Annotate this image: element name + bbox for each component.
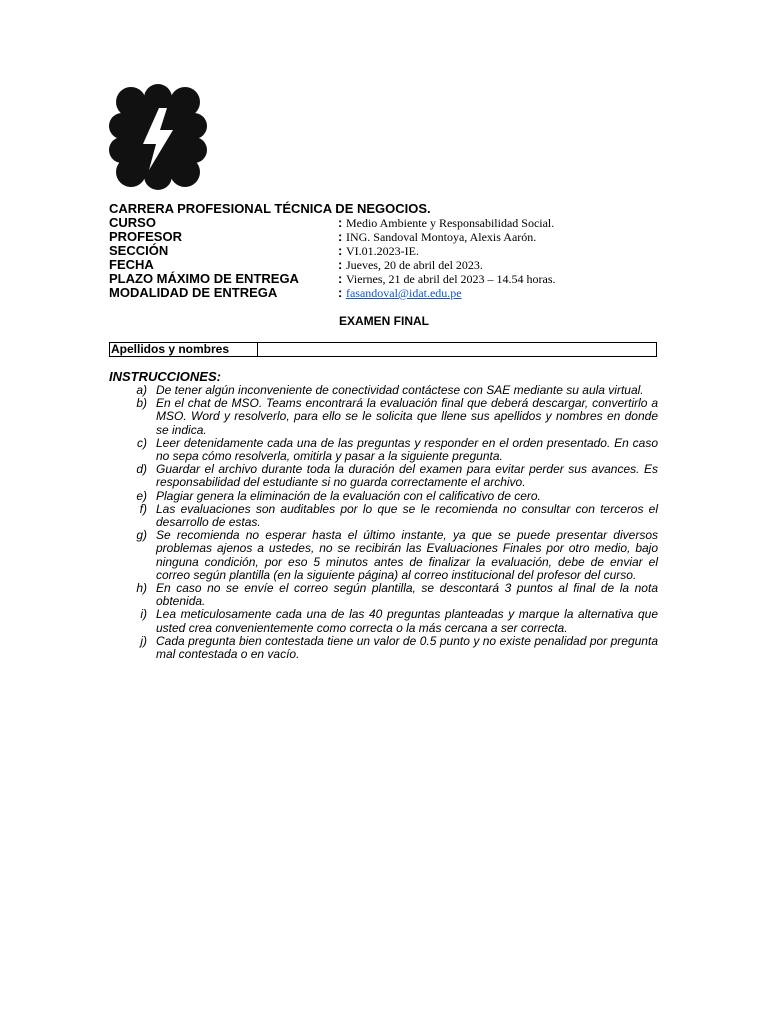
instruction-letter: b): [136, 396, 147, 411]
field-value: VI.01.2023-IE.: [345, 244, 419, 258]
name-input-field[interactable]: [258, 343, 656, 356]
instructions-list: [109, 384, 658, 661]
instructions-section: [109, 370, 658, 661]
field-value: Viernes, 21 de abril del 2023 – 14.54 horas.: [345, 272, 556, 286]
field-value: Medio Ambiente y Responsabilidad Social.: [345, 216, 555, 230]
field-label: SECCIÓN: [109, 243, 169, 258]
instruction-item: [109, 463, 658, 489]
instruction-item: [109, 437, 658, 463]
field-row-modalidad: MODALIDAD DE ENTREGA : fasandoval@idat.edu.pe: [109, 285, 462, 300]
field-row-fecha: FECHA : Jueves, 20 de abril del 2023.: [109, 257, 483, 272]
instruction-letter: f): [139, 501, 147, 516]
name-box: [109, 342, 657, 357]
instruction-item: [109, 503, 658, 529]
instruction-letter: j): [140, 633, 147, 648]
instruction-text: De tener algún inconveniente de conectividad contáctese con SAE mediante su aula virtual.: [156, 383, 644, 397]
field-row-curso: CURSO : Medio Ambiente y Responsabilidad Social.: [109, 215, 555, 230]
field-value: Jueves, 20 de abril del 2023.: [345, 258, 483, 272]
instruction-letter: d): [136, 462, 147, 477]
instruction-item: [109, 608, 658, 634]
brain-lightning-icon: [109, 84, 207, 190]
field-label: CURSO: [109, 215, 156, 230]
name-box-label: Apellidos y nombres: [110, 343, 258, 356]
instruction-letter: c): [137, 435, 147, 450]
field-label: PLAZO MÁXIMO DE ENTREGA: [109, 271, 299, 286]
instruction-text: Las evaluaciones son auditables por lo que se le recomienda no consultar con terceros el desarrollo de estas.: [156, 501, 658, 530]
instruction-item: [109, 397, 658, 437]
instruction-text: Cada pregunta bien contestada tiene un valor de 0.5 punto y no existe penalidad por pregunta mal contestada o en vacío.: [156, 633, 658, 662]
instruction-letter: a): [136, 383, 147, 397]
instruction-text: Lea meticulosamente cada una de las 40 preguntas planteadas y marque la alternativa que usted crea convenientemente como correcta o la más cercana a ser correcta.: [156, 607, 658, 635]
field-row-profesor: PROFESOR : ING. Sandoval Montoya, Alexis Aarón.: [109, 229, 537, 244]
instruction-letter: g): [136, 528, 147, 543]
instruction-letter: i): [140, 607, 147, 622]
instruction-text: Guardar el archivo durante toda la duración del examen para evitar perder sus avances. Es responsabilidad del estudiante si no guarda correctamente el archivo.: [156, 462, 658, 490]
exam-header: [109, 202, 669, 300]
field-label: FECHA: [109, 257, 154, 272]
exam-title: EXAMEN FINAL: [339, 314, 429, 328]
field-label: MODALIDAD DE ENTREGA: [109, 285, 278, 300]
instruction-text: Se recomienda no esperar hasta el último instante, ya que se puede presentar diversos problemas ajenos a ustedes, no se recibirán las Evaluaciones Finales por otro medio, bajo ninguna condición, por eso 5 minutos antes de finalizar la evaluación, debe de enviar el correo según plantilla (en la siguiente página) al correo institucional del profesor del curso.: [156, 528, 658, 582]
brain-lightning-logo: [109, 84, 207, 190]
instruction-text: Plagiar genera la eliminación de la evaluación con el calificativo de cero.: [156, 488, 541, 503]
email-link[interactable]: fasandoval@idat.edu.pe: [345, 286, 462, 300]
instruction-item: [109, 529, 658, 582]
instructions-title: INSTRUCCIONES:: [109, 369, 221, 384]
instruction-letter: h): [136, 581, 147, 596]
institution-name: CARRERA PROFESIONAL TÉCNICA DE NEGOCIOS.: [109, 201, 431, 216]
instruction-letter: e): [136, 488, 147, 503]
instruction-item: [109, 635, 658, 661]
instruction-text: En el chat de MSO. Teams encontrará la evaluación final que deberá descargar, convertirlo a MSO. Word y resolverlo, para ello se le solicita que llene sus apellidos y nombres en donde se indica.: [156, 396, 658, 437]
instruction-text: En caso no se envíe el correo según plantilla, se descontará 3 puntos al final de la nota obtenida.: [156, 581, 658, 609]
instruction-item: [109, 490, 658, 503]
field-row-seccion: SECCIÓN : VI.01.2023-IE.: [109, 243, 419, 258]
field-label: PROFESOR: [109, 229, 182, 244]
instruction-text: Leer detenidamente cada una de las preguntas y responder en el orden presentado. En caso no sepa cómo resolverla, omitirla y pasar a la siguiente pregunta.: [156, 435, 658, 464]
field-row-plazo: PLAZO MÁXIMO DE ENTREGA : Viernes, 21 de abril del 2023 – 14.54 horas.: [109, 271, 556, 286]
instruction-item: [109, 582, 658, 608]
field-value: ING. Sandoval Montoya, Alexis Aarón.: [345, 230, 537, 244]
